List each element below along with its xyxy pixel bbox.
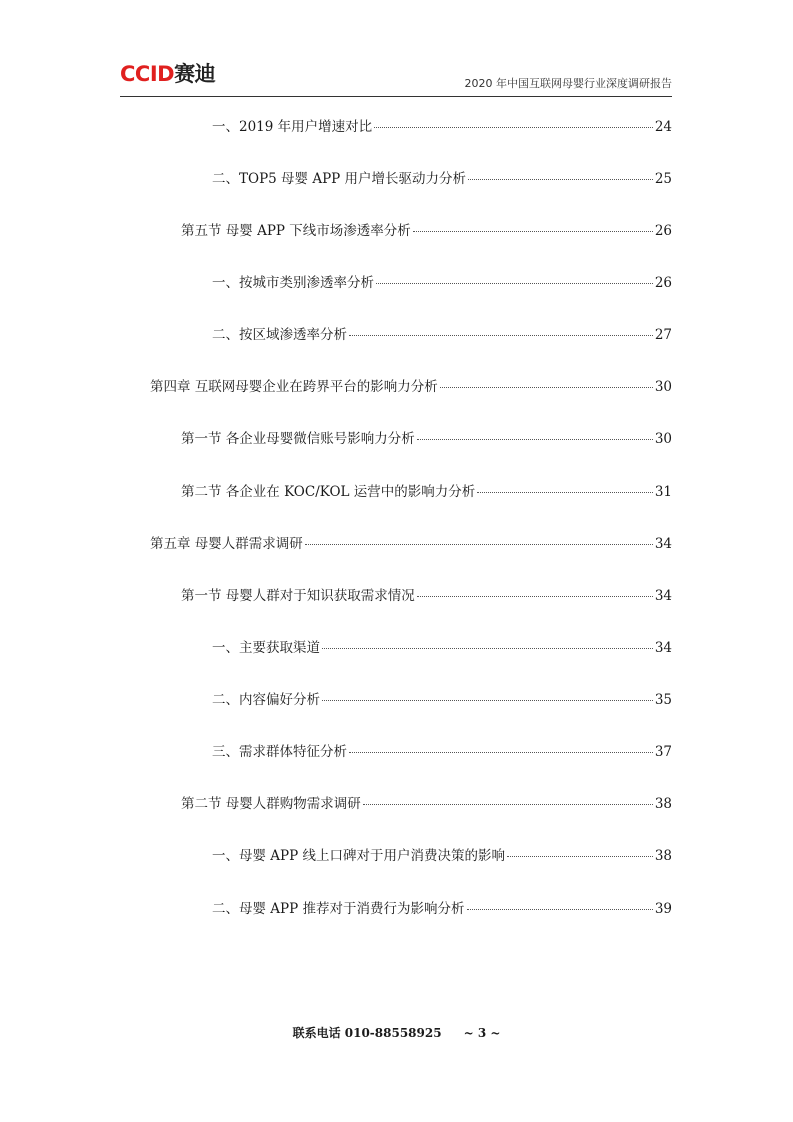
toc-entry-title: 第五章 母婴人群需求调研 [150,536,303,552]
toc-leader-dots [349,752,653,753]
toc-entry-title: 二、TOP5 母婴 APP 用户增长驱动力分析 [212,171,467,187]
toc-entry[interactable] [212,273,672,293]
page-header [120,56,672,100]
toc-entry-title: 一、2019 年用户增速对比 [212,119,373,135]
page-number: ~ 3 ~ [463,1026,501,1040]
toc-entry-title: 第二节 母婴人群购物需求调研 [181,796,361,812]
toc-entry[interactable] [212,742,672,762]
logo-cn-text: 赛迪 [174,62,216,86]
toc-entry-page: 34 [654,640,672,656]
toc-entry-title: 一、主要获取渠道 [212,640,320,656]
toc-leader-dots [413,231,653,232]
toc-entry-page: 34 [654,588,672,604]
toc-entry-title: 第五节 母婴 APP 下线市场渗透率分析 [181,223,411,239]
toc-entry[interactable] [181,221,672,241]
toc-leader-dots [467,909,653,910]
toc-entry-title: 二、母婴 APP 推荐对于消费行为影响分析 [212,901,465,917]
toc-entry-page: 37 [654,744,672,760]
toc-entry[interactable] [212,117,672,137]
toc-entry-page: 31 [654,484,672,500]
toc-entry[interactable] [212,846,672,866]
toc-entry-page: 30 [654,431,672,447]
toc-entry[interactable] [181,482,672,502]
toc-entry-title: 第四章 互联网母婴企业在跨界平台的影响力分析 [150,379,438,395]
toc-entry[interactable] [212,690,672,710]
toc-entry-page: 35 [654,692,672,708]
toc-leader-dots [376,283,653,284]
toc-entry-page: 34 [654,536,672,552]
toc-leader-dots [440,387,653,388]
toc-entry-title: 第一节 母婴人群对于知识获取需求情况 [181,588,415,604]
logo-en-text: CCID [120,62,175,86]
toc-entry-title: 一、按城市类别渗透率分析 [212,275,374,291]
toc-leader-dots [374,127,653,128]
toc-entry-page: 26 [654,275,672,291]
toc-entry-page: 38 [654,848,672,864]
toc-entry-page: 24 [654,119,672,135]
toc-leader-dots [477,492,653,493]
report-title: 2020 年中国互联网母婴行业深度调研报告 [464,77,672,90]
toc-entry[interactable] [212,638,672,658]
toc-entry-title: 第一节 各企业母婴微信账号影响力分析 [181,431,415,447]
toc-entry[interactable] [212,169,672,189]
toc-entry-title: 二、内容偏好分析 [212,692,320,708]
toc-entry-page: 26 [654,223,672,239]
toc-entry-title: 一、母婴 APP 线上口碑对于用户消费决策的影响 [212,848,505,864]
toc-entry-title: 三、需求群体特征分析 [212,744,347,760]
page-footer [0,1024,793,1041]
header-divider [120,96,672,97]
toc-leader-dots [417,439,653,440]
contact-phone: 联系电话 010-88558925 [292,1026,442,1040]
toc-entry[interactable] [181,586,672,606]
toc-leader-dots [305,544,653,545]
toc-entry[interactable] [212,325,672,345]
toc-leader-dots [507,856,653,857]
toc-leader-dots [468,179,653,180]
ccid-logo [120,58,215,88]
toc-entry[interactable] [150,377,672,397]
toc-entry[interactable] [181,794,672,814]
toc-entry-title: 二、按区域渗透率分析 [212,327,347,343]
toc-entry-page: 27 [654,327,672,343]
toc-leader-dots [417,596,653,597]
toc-leader-dots [322,648,653,649]
toc-leader-dots [349,335,653,336]
toc-entry-page: 39 [654,901,672,917]
toc-entry-title: 第二节 各企业在 KOC/KOL 运营中的影响力分析 [181,484,476,500]
toc-entry[interactable] [212,899,672,919]
toc-leader-dots [363,804,653,805]
toc-entry[interactable] [181,429,672,449]
toc-leader-dots [322,700,653,701]
toc-entry-page: 25 [654,171,672,187]
toc-entry-page: 30 [654,379,672,395]
toc-entry[interactable] [150,534,672,554]
toc-entry-page: 38 [654,796,672,812]
